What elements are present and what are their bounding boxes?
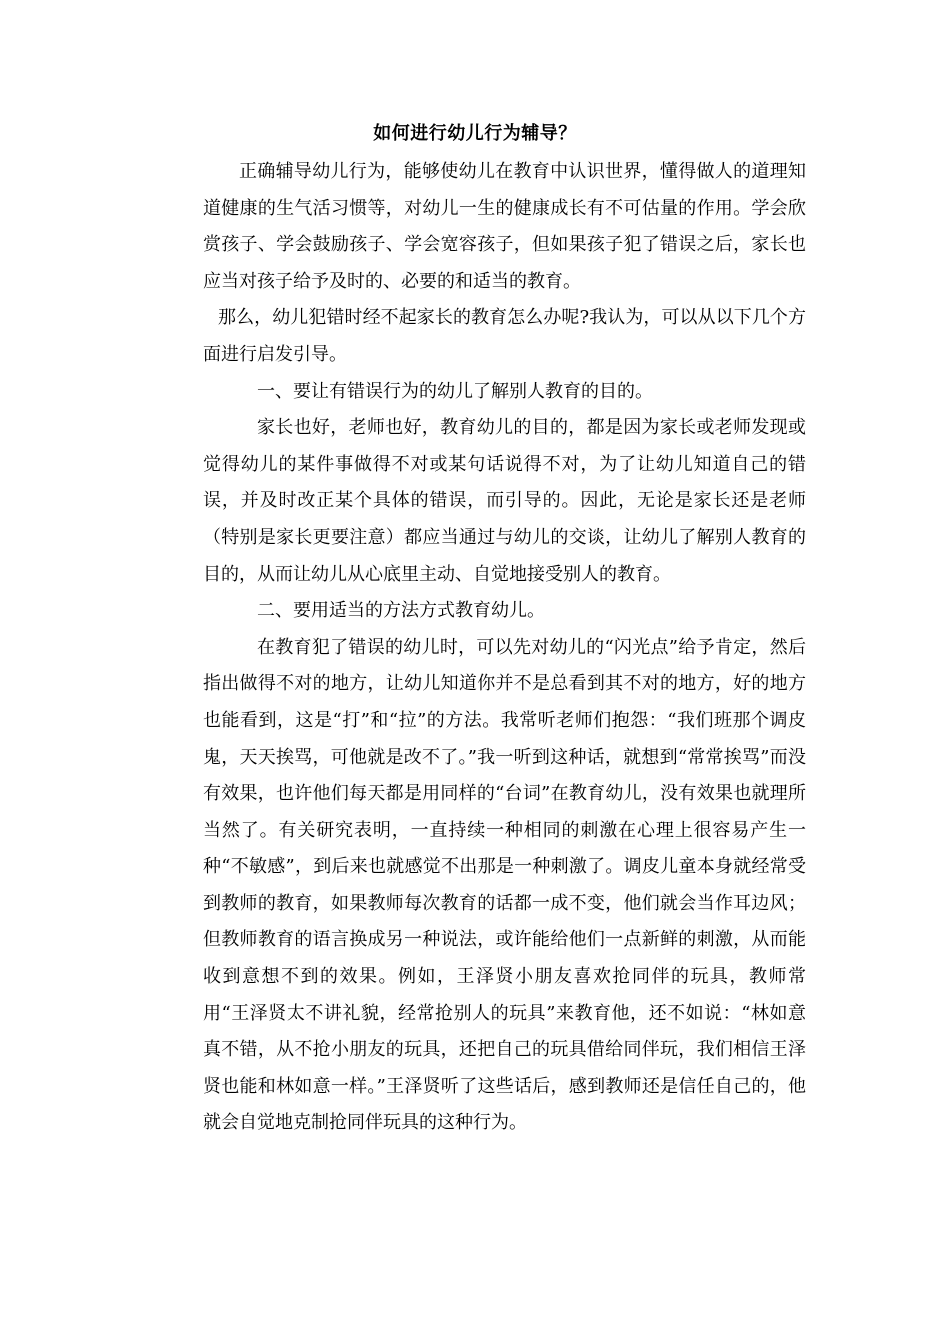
section-heading-2: 二、要用适当的方法方式教育幼儿。 <box>257 600 545 622</box>
paragraph-section-2: 在教育犯了错误的幼儿时，可以先对幼儿的“闪光点”给予肯定，然后指出做得不对的地方，让幼儿知道你并不是总看到其不对的地方，好的地方也能看到，这是“打”和“拉”的方法。我常听老师们抱怨：“我们班那个调皮鬼，天天挨骂，可他就是改不了。”我一听到这种话，就想到“常常挨骂”而没有效果，也许他们每天都是用同样的“台词”在教育幼儿，没有效果也就理所当然了。有关研究表明，一直持续一种相同的刺激在心理上很容易产生一种“不敏感”，到后来也就感觉不出那是一种刺激了。调皮儿童本身就经常受到教师的教育，如果教师每次教育的话都一成不变，他们就会当作耳边风；但教师教育的语言换成另一种说法，或许能给他们一点新鲜的刺激，从而能收到意想不到的效果。例如，王泽贤小朋友喜欢抢同伴的玩具，教师常用“王泽贤太不讲礼貌，经常抢别人的玩具”来教育他，还不如说：“林如意真不错，从不抢小朋友的玩具，还把自己的玩具借给同伴玩，我们相信王泽贤也能和林如意一样。”王泽贤听了这些话后，感到教师还是信任自己的，他就会自觉地克制抢同伴玩具的这种行为。 <box>203 636 806 1134</box>
document-body <box>203 154 806 1142</box>
paragraph-section-1: 家长也好，老师也好，教育幼儿的目的，都是因为家长或老师发现或觉得幼儿的某件事做得不对或某句话说得不对，为了让幼儿知道自己的错误，并及时改正某个具体的错误，而引导的。因此，无论是家长还是老师（特别是家长更要注意）都应当通过与幼儿的交谈，让幼儿了解别人教育的目的，从而让幼儿从心底里主动、自觉地接受别人的教育。 <box>203 417 806 585</box>
paragraph-question: 那么，幼儿犯错时经不起家长的教育怎么办呢?我认为，可以从以下几个方面进行启发引导。 <box>203 307 806 365</box>
paragraph-intro: 正确辅导幼儿行为，能够使幼儿在教育中认识世界，懂得做人的道理知道健康的生气活习惯等，对幼儿一生的健康成长有不可估量的作用。学会欣赏孩子、学会鼓励孩子、学会宽容孩子，但如果孩子犯了错误之后，家长也应当对孩子给予及时的、必要的和适当的教育。 <box>203 161 806 292</box>
section-heading-1: 一、要让有错误行为的幼儿了解别人教育的目的。 <box>257 380 653 402</box>
document-title: 如何进行幼儿行为辅导？ <box>373 123 577 144</box>
